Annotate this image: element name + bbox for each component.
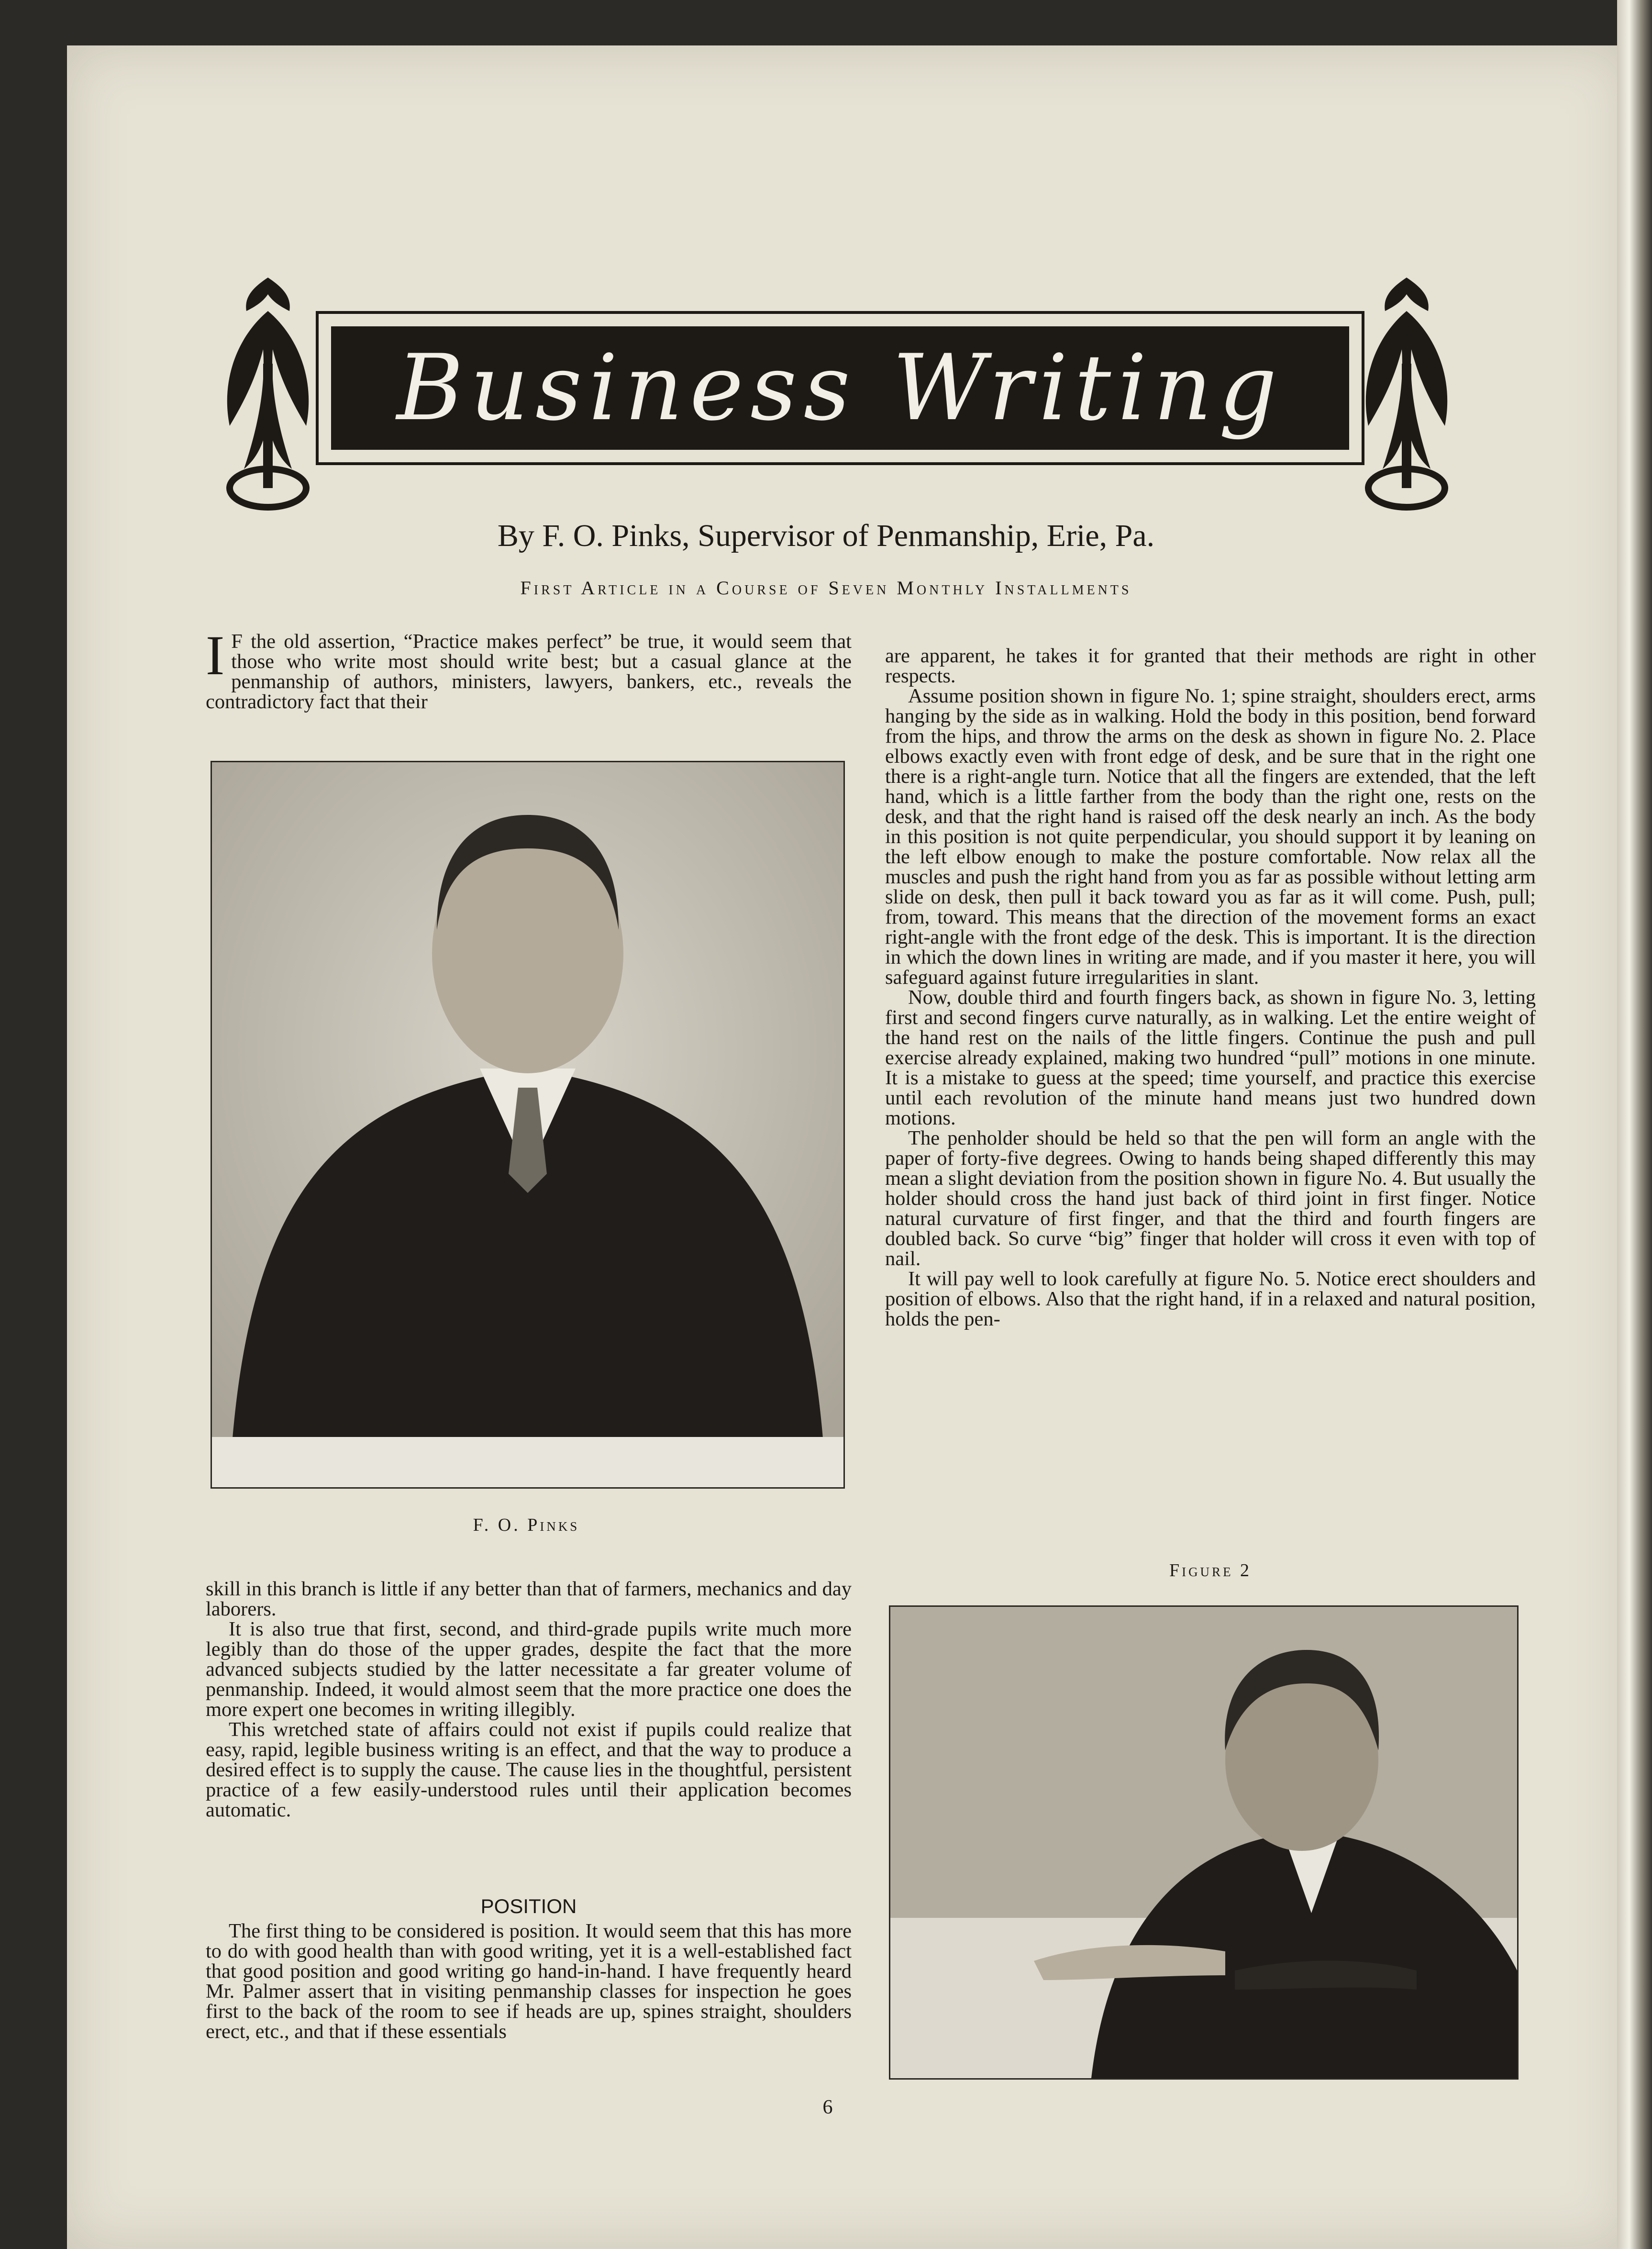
byline: By F. O. Pinks, Supervisor of Penmanship, Erie, Pa. [497, 518, 1155, 553]
series-subhead: First Article in a Course of Seven Monthly Installments [520, 577, 1132, 599]
drop-cap: I [206, 624, 225, 687]
portrait-photo [211, 761, 845, 1489]
page-fold [1617, 0, 1652, 2249]
page-number: 6 [822, 2096, 833, 2118]
floral-ornament-right [1349, 268, 1464, 517]
body-paragraph: skill in this branch is little if any better than that of farmers, mechanics and day laborers. [206, 1578, 852, 1620]
title-plate [331, 326, 1349, 450]
figure2-image [890, 1607, 1517, 2078]
portrait-caption: F. O. Pinks [473, 1515, 580, 1535]
figure2-photo [889, 1605, 1519, 2080]
left-column-intro [206, 624, 852, 713]
section-heading-position: POSITION [480, 1895, 577, 1917]
body-paragraph: It is also true that first, second, and third-grade pupils write much more legibly than do those of the upper grades, despite the fact that the more advanced subjects studied by the latter necessitate a far greater volume of penmanship. Indeed, it would almost seem that the more practice one does the more expert one becomes in writing illegibly. [206, 1618, 852, 1721]
body-paragraph: Now, double third and fourth fingers back, as shown in figure No. 3, letting first and second fingers curve naturally, as in walking. Let the entire weight of the hand rest on the nails of the little fingers. Continue the push and pull exercise already explained, making two hundred “pull” motions in one minute. It is a mistake to guess at the speed; time yourself, and practice this exercise until each revolution of the minute hand means just two hundred down motions. [885, 986, 1536, 1129]
body-paragraph: are apparent, he takes it for granted that their methods are right in other respects. [885, 645, 1536, 687]
right-column-body [885, 646, 1536, 1329]
article-title: Business Writing [397, 335, 1284, 441]
body-paragraph: This wretched state of affairs could not exist if pupils could realize that easy, rapid, legible business writing is an effect, and that the way to produce a desired effect is to supply the cause. The cause lies in the thoughtful, persistent practice of a few easily-understood rules until their application becomes automatic. [206, 1718, 852, 1821]
intro-text: F the old assertion, “Practice makes perfect” be true, it would seem that those who write most should write best; but a casual glance at the penmanship of authors, ministers, lawyers, bankers, etc., reveals the contradictory fact that their [206, 630, 852, 713]
figure2-caption: Figure 2 [1169, 1560, 1252, 1581]
left-column-position [206, 1921, 852, 2042]
portrait-image [212, 762, 843, 1487]
title-banner [211, 268, 1464, 517]
body-paragraph: Assume position shown in figure No. 1; spine straight, shoulders erect, arms hanging by the side as in walking. Hold the body in this position, bend forward from the hips, and throw the arms on the desk as shown in figure No. 2. Place elbows exactly even with front edge of desk, and be sure that in the right one there is a right-angle turn. Notice that all the fingers are extended, that the left hand, which is a little farther from the body than the right one, rests on the desk, and that the right hand is raised off the desk nearly an inch. As the body in this position is not quite perpendicular, you should support it by leaning on the left elbow enough to make the posture comfortable. Now relax all the muscles and push the right hand from you as far as possible without letting arm slide on desk, then pull it back toward you as far as it will come. Push, pull; from, toward. This means that the direction of the movement forms an exact right-angle with the front edge of the desk. This is important. It is the direction in which the down lines in writing are made, and if you master it here, you will safeguard against future irregularities in slant. [885, 685, 1536, 989]
position-paragraph: The first thing to be considered is position. It would seem that this has more to do with good health than with good writing, yet it is a well-established fact that good position and good writing go hand-in-hand. I have frequently heard Mr. Palmer assert that in visiting penmanship classes for inspection he goes first to the back of the room to see if heads are up, spines straight, shoulders erect, etc., and that if these essentials [206, 1920, 852, 2043]
title-frame [316, 311, 1364, 465]
left-column-body [206, 1579, 852, 1820]
intro-paragraph [206, 624, 852, 713]
body-paragraph: It will pay well to look carefully at figure No. 5. Notice erect shoulders and position of elbows. Also that the right hand, if in a relaxed and natural position, holds the pen- [885, 1268, 1536, 1330]
body-paragraph: The penholder should be held so that the pen will form an angle with the paper of forty-five degrees. Owing to hands being shaped differently this may mean a slight deviation from the position shown in figure No. 4. But usually the holder should cross the hand just back of third joint in first finger. Notice natural curvature of first finger, and that the third and fourth fingers are doubled back. So curve “big” finger that holder will cross it even with top of nail. [885, 1127, 1536, 1270]
floral-ornament-left [211, 268, 325, 517]
